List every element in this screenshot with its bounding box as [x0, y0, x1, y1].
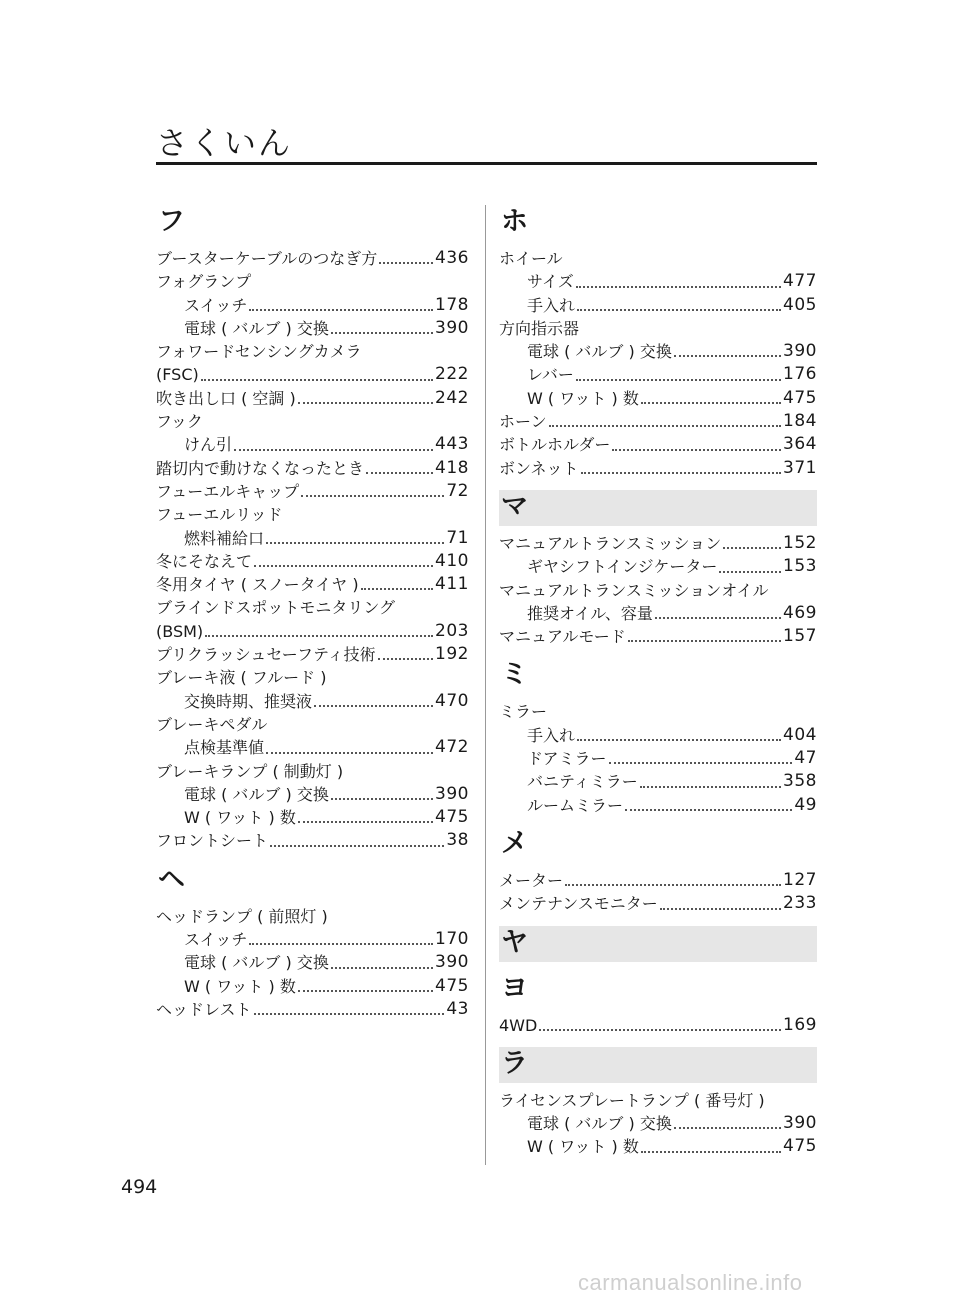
index-entry: [499, 700, 817, 723]
index-entry: [156, 829, 469, 852]
entry-label: 電球 ( バルブ ) 交換: [184, 784, 329, 804]
dot-leader: [655, 602, 781, 625]
dot-leader: [298, 975, 433, 998]
entry-page-number: 405: [783, 294, 817, 315]
index-subentry: [156, 975, 469, 998]
index-subentry: [499, 340, 817, 363]
entry-page-number: 390: [435, 783, 469, 804]
dot-leader: [366, 457, 433, 480]
dot-leader: [266, 736, 433, 759]
index-entry: [499, 532, 817, 555]
entry-page-number: 443: [435, 434, 469, 455]
entry-label: スイッチ: [184, 930, 248, 950]
index-subentry: [499, 724, 817, 747]
entry-page-number: 358: [783, 771, 817, 792]
index-subentry: [156, 951, 469, 974]
entry-page-number: 47: [794, 748, 817, 769]
entry-page-number: 242: [435, 387, 469, 408]
index-entry: [156, 666, 469, 689]
entry-label: ブースターケーブルのつなぎ方: [156, 249, 378, 268]
entry-label: 電球 ( バルブ ) 交換: [527, 1114, 672, 1134]
entry-label: ホイール: [499, 249, 563, 268]
entry-label: 手入れ: [527, 295, 576, 315]
index-entry: [499, 247, 817, 270]
dot-leader: [301, 480, 444, 503]
dot-leader: [270, 829, 444, 852]
dot-leader: [577, 294, 781, 317]
index-entry: [156, 387, 469, 410]
index-subentry: [156, 736, 469, 759]
entry-page-number: 38: [446, 830, 469, 851]
index-subentry: [156, 783, 469, 806]
entry-label: けん引: [184, 435, 233, 455]
index-entry: [499, 579, 817, 602]
entry-page-number: 475: [435, 807, 469, 828]
index-entry: [499, 1014, 817, 1037]
dot-leader: [298, 387, 433, 410]
index-entry: [499, 1089, 817, 1112]
dot-leader: [254, 998, 445, 1021]
entry-label: W ( ワット ) 数: [527, 1137, 639, 1157]
dot-leader: [539, 1014, 781, 1037]
index-entry: [156, 998, 469, 1021]
entry-label: レバー: [527, 365, 574, 385]
entry-label: ボンネット: [499, 458, 579, 478]
entry-label: 冬にそなえて: [156, 551, 253, 571]
entry-label: 冬用タイヤ ( スノータイヤ ): [156, 575, 359, 595]
entry-label: 踏切内で動けなくなったとき: [156, 458, 365, 478]
entry-page-number: 390: [783, 341, 817, 362]
entry-label: 電球 ( バルブ ) 交換: [184, 318, 329, 338]
dot-leader: [361, 573, 433, 596]
entry-label: ギヤシフトインジケーター: [527, 557, 718, 577]
entry-label: ミラー: [499, 702, 548, 722]
dot-leader: [331, 317, 433, 340]
dot-leader: [719, 555, 781, 578]
entry-page-number: 184: [783, 411, 817, 432]
index-entry: [156, 643, 469, 666]
index-subentry: [499, 294, 817, 317]
page-title: さくいん: [156, 124, 293, 162]
entry-page-number: 43: [446, 998, 469, 1019]
dot-leader: [331, 783, 433, 806]
dot-leader: [378, 643, 433, 666]
entry-label: 手入れ: [527, 725, 576, 745]
dot-leader: [641, 387, 781, 410]
entry-label: メーター: [499, 870, 564, 890]
index-subentry: [499, 794, 817, 817]
entry-label: ブレーキランプ ( 制動灯 ): [156, 761, 344, 781]
entry-page-number: 390: [435, 317, 469, 338]
entry-page-number: 436: [435, 248, 469, 268]
section-heading: ヤ: [499, 926, 817, 962]
entry-page-number: 418: [435, 457, 469, 478]
entry-page-number: 49: [794, 794, 817, 815]
title-rule: [156, 162, 817, 165]
dot-leader: [723, 532, 781, 555]
entry-page-number: 71: [446, 527, 469, 548]
index-subentry: [156, 317, 469, 340]
index-entry: [156, 410, 469, 433]
entry-label: サイズ: [527, 272, 574, 292]
entry-label: 4WD: [499, 1015, 538, 1035]
dot-leader: [249, 928, 433, 951]
entry-label: ドアミラー: [527, 749, 607, 769]
index-entry: [156, 480, 469, 503]
dot-leader: [249, 294, 433, 317]
entry-label: フューエルリッド: [156, 505, 283, 525]
entry-page-number: 472: [435, 737, 469, 758]
entry-label: マニュアルトランスミッション: [499, 533, 722, 553]
entry-page-number: 390: [783, 1113, 817, 1134]
index-entry: [499, 892, 817, 915]
section-heading: マ: [499, 490, 817, 526]
entry-label: ヘッドランプ ( 前照灯 ): [156, 906, 328, 926]
index-subentry: [156, 928, 469, 951]
index-entry: [499, 625, 817, 648]
dot-leader: [549, 410, 781, 433]
entry-label: (FSC): [156, 365, 199, 385]
entry-label: スイッチ: [184, 295, 248, 315]
entry-page-number: 364: [783, 434, 817, 455]
entry-page-number: 475: [783, 387, 817, 408]
entry-label: ライセンスプレートランプ ( 番号灯 ): [499, 1090, 765, 1110]
dot-leader: [331, 951, 433, 974]
dot-leader: [201, 363, 433, 386]
entry-page-number: 222: [435, 364, 469, 385]
index-entry: [156, 573, 469, 596]
index-subentry: [499, 363, 817, 386]
section-heading: ヨ: [501, 972, 528, 1004]
entry-label: 方向指示器: [499, 318, 580, 338]
entry-label: 推奨オイル、容量: [527, 603, 653, 623]
entry-page-number: 469: [783, 602, 817, 623]
entry-page-number: 157: [783, 626, 817, 647]
index-column-right: [499, 205, 817, 1159]
index-entry: [499, 410, 817, 433]
entry-label: バニティミラー: [527, 772, 638, 792]
column-divider: [485, 205, 486, 1165]
index-entry: [156, 363, 469, 386]
index-subentry: [499, 602, 817, 625]
entry-page-number: 169: [783, 1014, 817, 1035]
entry-page-number: 127: [783, 869, 817, 890]
section-heading: ミ: [501, 659, 528, 691]
entry-label: 燃料補給口: [184, 528, 265, 548]
entry-label: ボトルホルダー: [499, 435, 611, 455]
entry-label: 電球 ( バルブ ) 交換: [184, 953, 329, 973]
entry-page-number: 390: [435, 952, 469, 973]
entry-page-number: 233: [783, 893, 817, 914]
entry-page-number: 176: [783, 364, 817, 385]
entry-page-number: 470: [435, 690, 469, 711]
entry-page-number: 153: [783, 556, 817, 577]
dot-leader: [628, 625, 781, 648]
dot-leader: [612, 433, 781, 456]
index-entry: [156, 713, 469, 736]
index-subentry: [156, 527, 469, 550]
entry-label: W ( ワット ) 数: [184, 976, 296, 996]
index-subentry: [499, 770, 817, 793]
entry-label: フック: [156, 412, 203, 432]
dot-leader: [254, 550, 433, 573]
dot-leader: [205, 620, 433, 643]
index-column-left: [156, 205, 469, 1021]
entry-label: ブラインドスポットモニタリング: [156, 598, 396, 618]
entry-page-number: 371: [783, 457, 817, 478]
dot-leader: [234, 433, 433, 456]
index-entry: [156, 247, 469, 270]
dot-leader: [660, 892, 781, 915]
entry-label: 吹き出し口 ( 空調 ): [156, 388, 296, 408]
entry-page-number: 152: [783, 532, 817, 553]
entry-page-number: 411: [435, 574, 469, 595]
dot-leader: [674, 340, 781, 363]
dot-leader: [576, 270, 781, 293]
watermark: carmanualsonline.info: [578, 1270, 803, 1295]
index-subentry: [499, 555, 817, 578]
section-heading: ホ: [501, 206, 528, 237]
index-subentry: [156, 690, 469, 713]
entry-page-number: 178: [435, 294, 469, 315]
entry-label: ルームミラー: [527, 795, 624, 815]
index-entry: [499, 457, 817, 480]
index-subentry: [156, 433, 469, 456]
dot-leader: [674, 1112, 781, 1135]
index-subentry: [499, 1112, 817, 1135]
index-entry: [156, 760, 469, 783]
index-subentry: [156, 806, 469, 829]
entry-label: フロントシート: [156, 831, 269, 851]
section-heading: フ: [158, 206, 185, 237]
index-entry: [156, 503, 469, 526]
dot-leader: [625, 794, 792, 817]
entry-page-number: 192: [435, 644, 469, 665]
entry-label: 電球 ( バルブ ) 交換: [527, 342, 672, 362]
entry-page-number: 203: [435, 620, 469, 641]
entry-label: (BSM): [156, 621, 204, 641]
entry-label: ブレーキペダル: [156, 714, 268, 734]
entry-label: 交換時期、推奨液: [184, 691, 313, 711]
entry-label: フューエルキャップ: [156, 481, 300, 501]
entry-label: プリクラッシュセーフティ技術: [156, 645, 376, 665]
index-entry: [156, 905, 469, 928]
index-entry: [156, 596, 469, 619]
index-entry: [499, 869, 817, 892]
entry-label: ホーン: [499, 412, 547, 432]
dot-leader: [298, 806, 433, 829]
entry-page-number: 477: [783, 271, 817, 292]
entry-page-number: 404: [783, 724, 817, 745]
index-entry: [499, 317, 817, 340]
entry-page-number: 475: [435, 975, 469, 996]
entry-label: メンテナンスモニター: [499, 894, 658, 914]
section-heading: ヘ: [158, 863, 185, 895]
dot-leader: [314, 690, 433, 713]
index-subentry: [499, 1135, 817, 1158]
entry-label: ブレーキ液 ( フルード ): [156, 668, 327, 688]
dot-leader: [576, 363, 781, 386]
dot-leader: [379, 247, 433, 270]
index-subentry: [499, 270, 817, 293]
index-entry: [156, 550, 469, 573]
entry-label: マニュアルモード: [499, 627, 626, 647]
entry-page-number: 72: [446, 480, 469, 501]
entry-page-number: 475: [783, 1136, 817, 1157]
index-entry: [499, 433, 817, 456]
index-entry: [156, 270, 469, 293]
entry-label: W ( ワット ) 数: [184, 808, 296, 828]
index-subentry: [499, 387, 817, 410]
dot-leader: [609, 747, 793, 770]
dot-leader: [641, 1135, 781, 1158]
dot-leader: [565, 869, 781, 892]
dot-leader: [266, 527, 444, 550]
entry-page-number: 170: [435, 929, 469, 950]
section-heading: メ: [501, 827, 528, 859]
entry-label: フォワードセンシングカメラ: [156, 342, 362, 362]
index-entry: [156, 340, 469, 363]
entry-label: ヘッドレスト: [156, 999, 252, 1019]
index-entry: [156, 457, 469, 480]
entry-label: W ( ワット ) 数: [527, 388, 639, 408]
entry-label: フォグランプ: [156, 272, 252, 292]
entry-page-number: 410: [435, 550, 469, 571]
page-number: 494: [121, 1176, 158, 1198]
entry-label: マニュアルトランスミッションオイル: [499, 580, 769, 600]
dot-leader: [577, 724, 781, 747]
index-subentry: [156, 294, 469, 317]
dot-leader: [581, 457, 782, 480]
dot-leader: [640, 770, 781, 793]
index-entry: [156, 620, 469, 643]
index-subentry: [499, 747, 817, 770]
entry-label: 点検基準値: [184, 738, 265, 758]
section-heading: ラ: [499, 1047, 817, 1083]
